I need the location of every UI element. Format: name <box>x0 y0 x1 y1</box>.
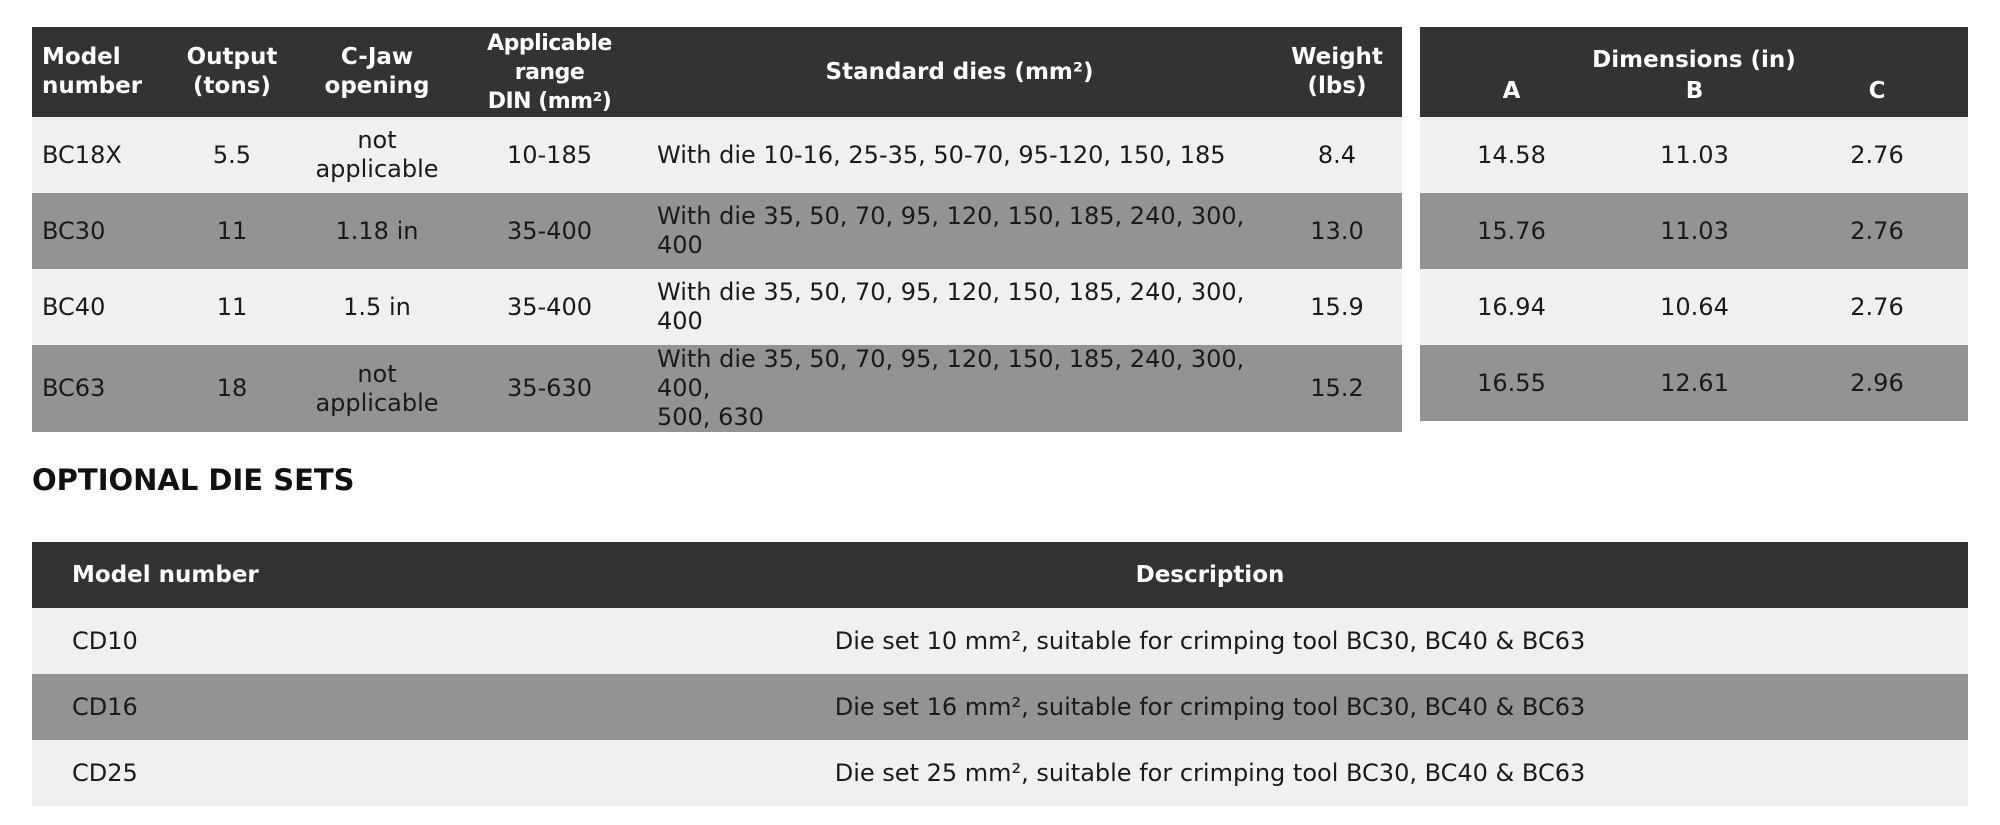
specs-header-row <box>32 27 1402 117</box>
cell-model: BC30 <box>32 193 162 269</box>
cell-output: 5.5 <box>162 117 302 193</box>
cell-standard-dies-l2: 500, 630 <box>657 403 764 431</box>
specs-row <box>32 193 1402 269</box>
dimension-b-header: B <box>1603 77 1786 117</box>
cell-dim-a: 15.76 <box>1420 193 1603 269</box>
dimension-c-header: C <box>1786 77 1968 117</box>
dimensions-table <box>1420 27 1968 421</box>
cell-weight: 15.2 <box>1272 345 1402 432</box>
specs-row <box>32 117 1402 193</box>
cell-dim-c: 2.76 <box>1786 117 1968 193</box>
die-set-row <box>32 608 1968 674</box>
cell-c-jaw: 1.5 in <box>302 269 452 345</box>
cell-c-jaw <box>302 117 452 193</box>
cell-die-description: Die set 10 mm², suitable for crimping tool BC30, BC40 & BC63 <box>452 608 1968 674</box>
header-standard-dies-l1: Standard dies (mm²) <box>825 58 1094 85</box>
cell-output: 11 <box>162 269 302 345</box>
cell-dim-b: 11.03 <box>1603 117 1786 193</box>
cell-standard-dies <box>647 345 1272 432</box>
cell-standard-dies: With die 10-16, 25-35, 50-70, 95-120, 150, 185 <box>647 117 1272 193</box>
cell-dim-b: 10.64 <box>1603 269 1786 345</box>
header-weight-l2: (lbs) <box>1307 73 1367 99</box>
header-model-number-l1: Model <box>42 44 121 70</box>
header-weight <box>1272 27 1402 117</box>
cell-c-jaw-l1: not <box>357 126 397 154</box>
cell-dim-a: 16.94 <box>1420 269 1603 345</box>
header-c-jaw-l1: C-Jaw <box>340 44 414 70</box>
dimension-a-header: A <box>1420 77 1603 117</box>
dimensions-title: Dimensions (in) <box>1420 27 1968 77</box>
header-weight-l1: Weight <box>1291 44 1383 70</box>
cell-model: BC40 <box>32 269 162 345</box>
cell-c-jaw: 1.18 in <box>302 193 452 269</box>
header-applicable-range-l1: Applicable range <box>487 30 612 85</box>
dimensions-row <box>1420 117 1968 193</box>
cell-output: 11 <box>162 193 302 269</box>
cell-die-model: CD10 <box>32 608 452 674</box>
dimensions-subheader-row <box>1420 77 1968 117</box>
cell-dim-c: 2.96 <box>1786 345 1968 421</box>
header-c-jaw-l2: opening <box>324 73 430 99</box>
cell-die-description: Die set 25 mm², suitable for crimping tool BC30, BC40 & BC63 <box>452 740 1968 806</box>
die-set-row <box>32 674 1968 740</box>
header-output-l2: (tons) <box>193 73 271 99</box>
specs-table <box>32 27 1402 432</box>
cell-model: BC18X <box>32 117 162 193</box>
header-standard-dies <box>647 27 1272 117</box>
cell-dim-b: 11.03 <box>1603 193 1786 269</box>
header-applicable-range-l2: DIN (mm²) <box>487 88 612 114</box>
cell-standard-dies: With die 35, 50, 70, 95, 120, 150, 185, 240, 300, 400 <box>647 193 1272 269</box>
cell-standard-dies-l1: With die 35, 50, 70, 95, 120, 150, 185, 240, 300, 400, <box>657 345 1245 402</box>
header-c-jaw <box>302 27 452 117</box>
die-sets-header-row <box>32 542 1968 608</box>
cell-range: 10-185 <box>452 117 647 193</box>
cell-range: 35-630 <box>452 345 647 432</box>
die-set-row <box>32 740 1968 806</box>
cell-dim-b: 12.61 <box>1603 345 1786 421</box>
dimensions-row <box>1420 345 1968 421</box>
header-model-number-l2: number <box>42 73 143 99</box>
cell-die-description: Die set 16 mm², suitable for crimping tool BC30, BC40 & BC63 <box>452 674 1968 740</box>
cell-range: 35-400 <box>452 269 647 345</box>
header-output <box>162 27 302 117</box>
header-model-number <box>32 27 162 117</box>
cell-c-jaw-l2: applicable <box>315 155 439 183</box>
cell-c-jaw-l1: not <box>357 359 397 388</box>
cell-output: 18 <box>162 345 302 432</box>
dimensions-row <box>1420 269 1968 345</box>
cell-dim-c: 2.76 <box>1786 193 1968 269</box>
header-description: Description <box>452 542 1968 608</box>
cell-die-model: CD25 <box>32 740 452 806</box>
die-sets-table <box>32 542 1968 806</box>
optional-die-sets-title: OPTIONAL DIE SETS <box>32 463 355 497</box>
cell-dim-a: 16.55 <box>1420 345 1603 421</box>
dimensions-title-row <box>1420 27 1968 77</box>
specs-row <box>32 345 1402 432</box>
cell-c-jaw <box>302 345 452 432</box>
cell-weight: 15.9 <box>1272 269 1402 345</box>
cell-weight: 8.4 <box>1272 117 1402 193</box>
cell-c-jaw-l2: applicable <box>315 388 439 417</box>
specs-row <box>32 269 1402 345</box>
cell-range: 35-400 <box>452 193 647 269</box>
cell-standard-dies: With die 35, 50, 70, 95, 120, 150, 185, 240, 300, 400 <box>647 269 1272 345</box>
cell-die-model: CD16 <box>32 674 452 740</box>
dimensions-row <box>1420 193 1968 269</box>
cell-dim-a: 14.58 <box>1420 117 1603 193</box>
cell-model: BC63 <box>32 345 162 432</box>
header-output-l1: Output <box>186 44 278 70</box>
cell-weight: 13.0 <box>1272 193 1402 269</box>
cell-dim-c: 2.76 <box>1786 269 1968 345</box>
header-die-model-number: Model number <box>32 542 452 608</box>
header-applicable-range <box>452 27 647 117</box>
